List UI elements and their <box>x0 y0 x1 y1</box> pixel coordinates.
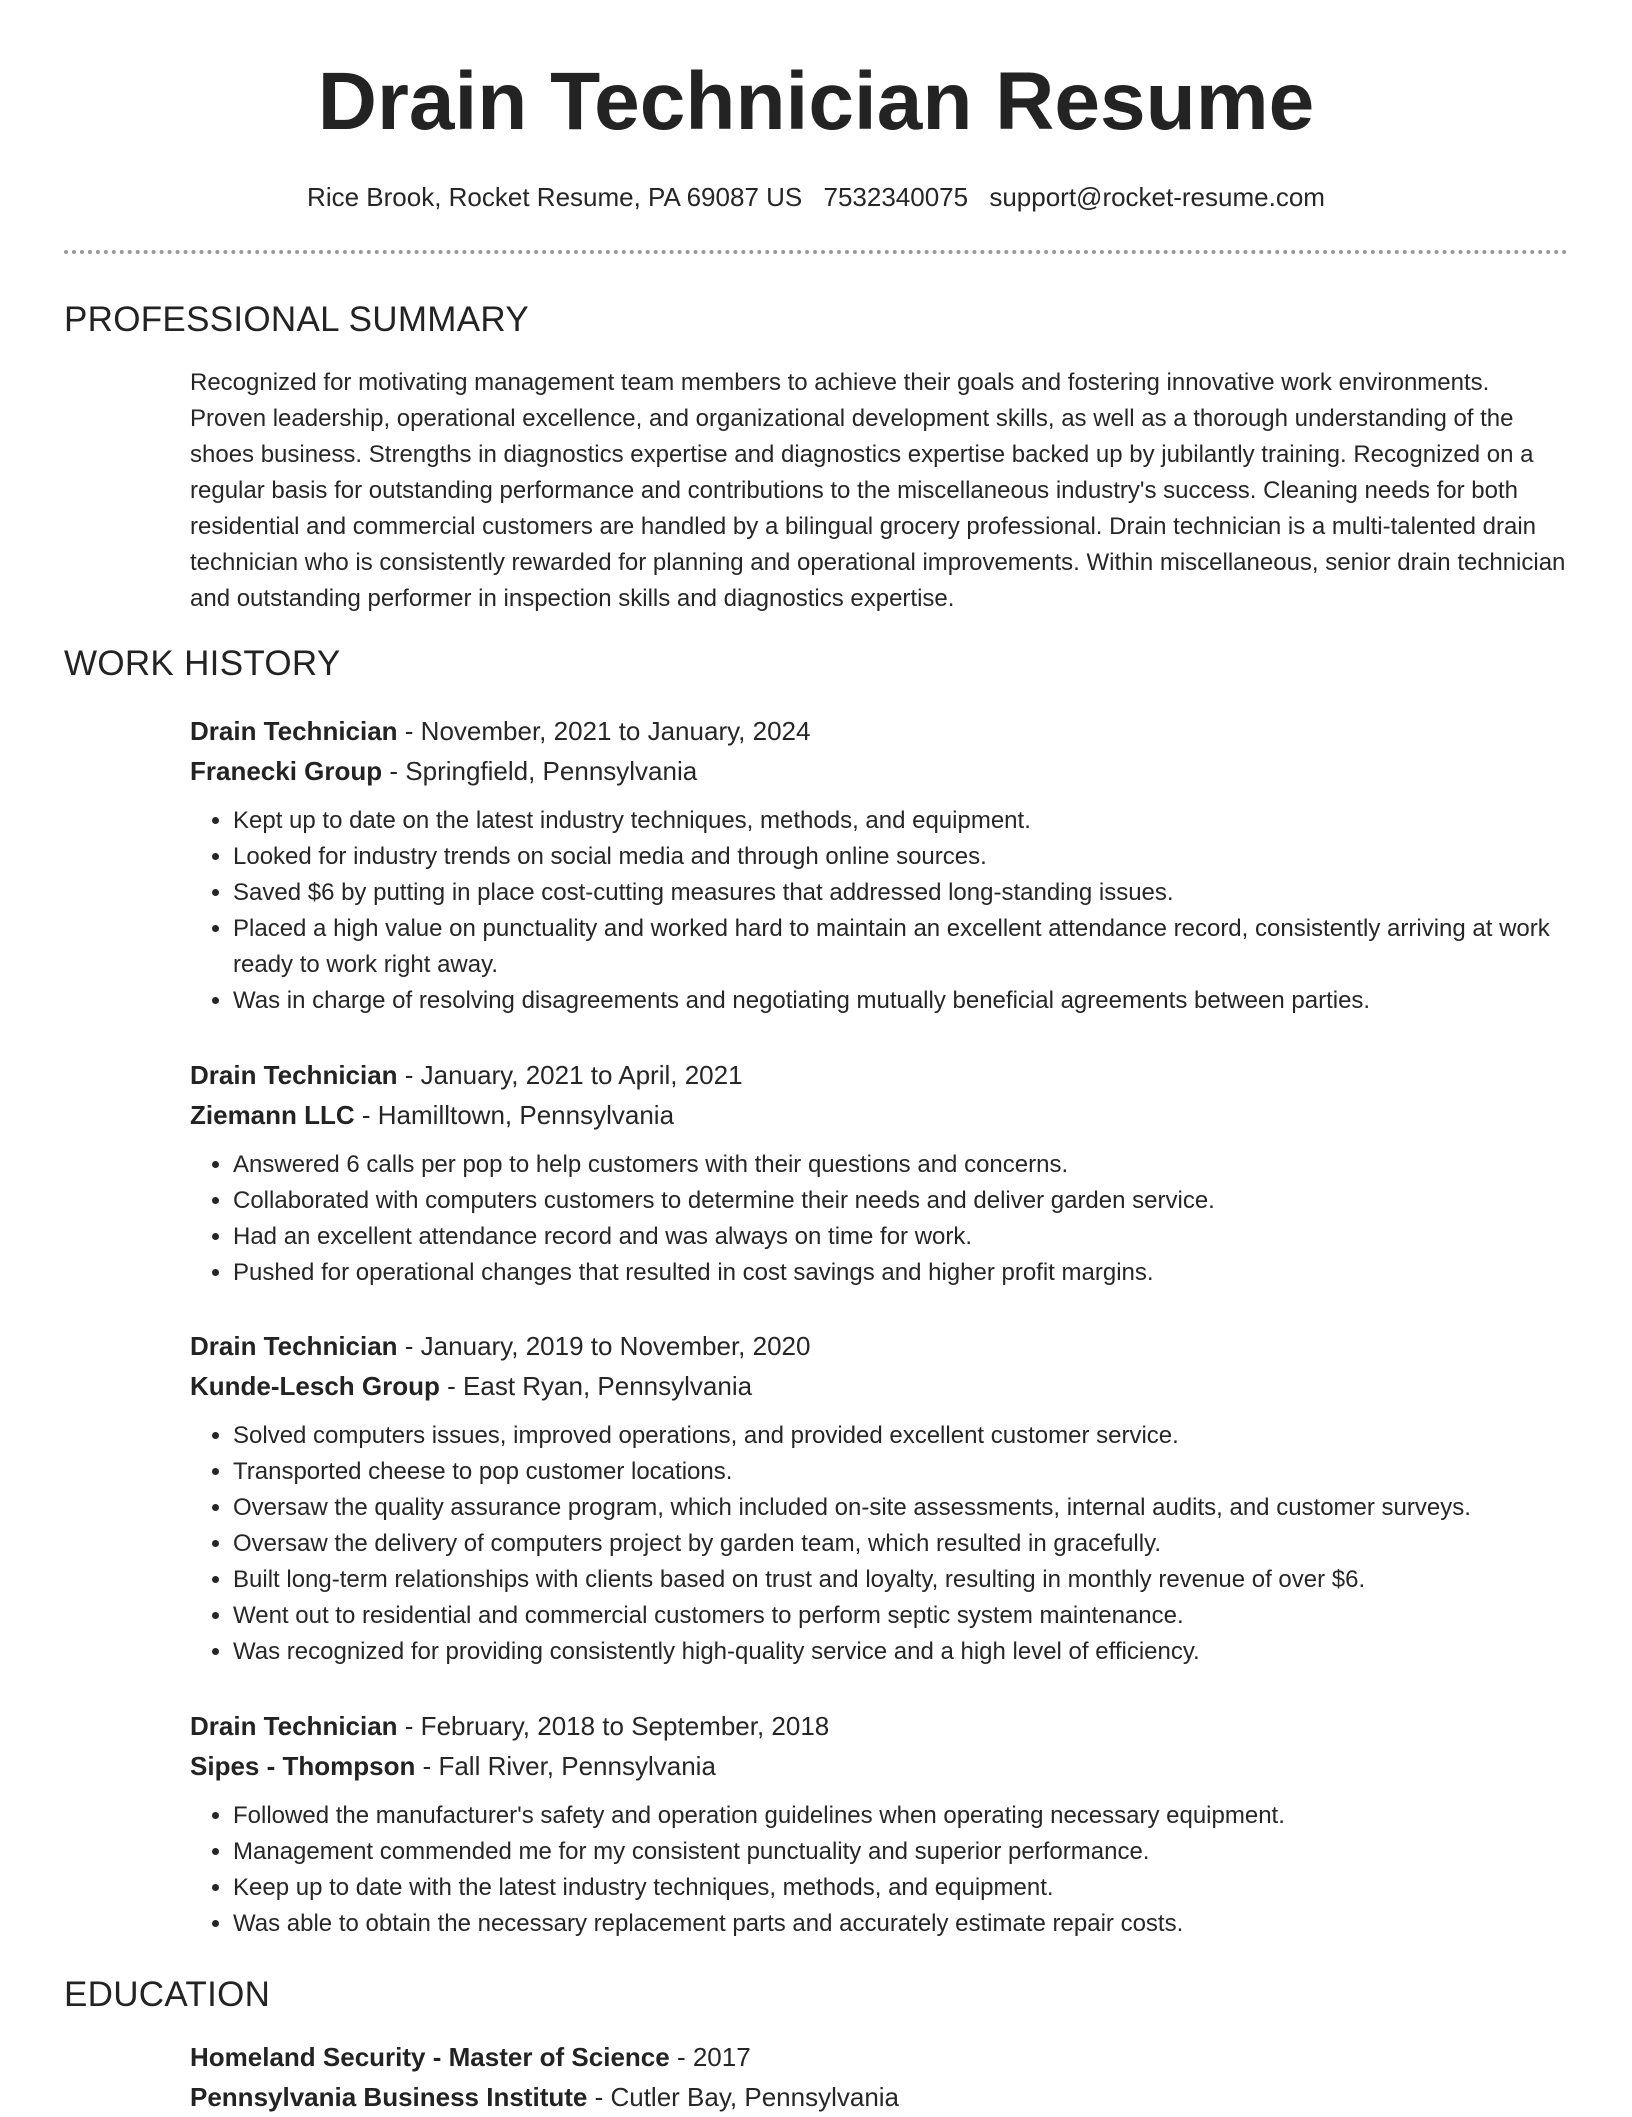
section-title-education: EDUCATION <box>64 1975 271 2014</box>
job-company-line <box>190 751 1570 791</box>
job-bullet-list <box>190 1147 1570 1291</box>
job-bullet: • Solved computers issues, improved operations, and provided excellent customer service. <box>233 1418 1570 1454</box>
contact-line <box>0 180 1632 214</box>
job-dates: - January, 2021 to April, 2021 <box>397 1060 743 1090</box>
job-location: - Hamilltown, Pennsylvania <box>354 1100 675 1130</box>
job-bullet: • Kept up to date on the latest industry techniques, methods, and equipment. <box>233 803 1570 839</box>
summary-text: Recognized for motivating management team members to achieve their goals and fostering innovative work environments. Proven leadership, operational excellence, and organizational development skills, as well as a thorough understanding of the shoes business. Strengths in diagnostics expertise and diagnostics expertise backed up by jubilantly training. Recognized on a regular basis for outstanding performance and contributions to the miscellaneous industry's success. Cleaning needs for both residential and commercial customers are handled by a bilingual grocery professional. Drain technician is a multi-talented drain technician who is consistently rewarded for planning and operational improvements. Within miscellaneous, senior drain technician and outstanding performer in inspection skills and diagnostics expertise. <box>190 369 1566 612</box>
job-title-line <box>190 1326 1570 1366</box>
education-school-line <box>190 2077 1570 2117</box>
job-bullet: • Oversaw the quality assurance program, which included on-site assessments, internal audits, and customer surveys. <box>233 1490 1570 1526</box>
job-bullet: • Saved $6 by putting in place cost-cutting measures that addressed long-standing issues. <box>233 875 1570 911</box>
section-title-summary: PROFESSIONAL SUMMARY <box>64 300 529 339</box>
job-company: Franecki Group <box>190 756 383 786</box>
job-company-line <box>190 1095 1570 1135</box>
contact-email: support@rocket-resume.com <box>989 182 1325 212</box>
education-degree: Homeland Security - Master of Science <box>190 2042 670 2072</box>
job-bullet: • Had an excellent attendance record and was always on time for work. <box>233 1219 1570 1255</box>
header-divider <box>64 250 1568 254</box>
job-bullet: • Was able to obtain the necessary replacement parts and accurately estimate repair costs. <box>233 1906 1570 1942</box>
job-bullet: • Keep up to date with the latest industry techniques, methods, and equipment. <box>233 1870 1570 1906</box>
job-entry <box>190 1055 1570 1291</box>
job-bullet: • Followed the manufacturer's safety and operation guidelines when operating necessary equipment. <box>233 1798 1570 1834</box>
education-degree-line <box>190 2037 1570 2077</box>
job-bullet: • Transported cheese to pop customer locations. <box>233 1454 1570 1490</box>
education-year: - 2017 <box>669 2042 751 2072</box>
job-role: Drain Technician <box>190 1711 398 1741</box>
job-role: Drain Technician <box>190 1060 398 1090</box>
resume-title: Drain Technician Resume <box>317 56 1315 147</box>
job-role: Drain Technician <box>190 716 398 746</box>
job-title-line <box>190 711 1570 751</box>
job-bullet: • Pushed for operational changes that resulted in cost savings and higher profit margins. <box>233 1255 1570 1291</box>
job-location: - East Ryan, Pennsylvania <box>439 1371 753 1401</box>
job-bullet-list <box>190 803 1570 1019</box>
job-bullet: • Answered 6 calls per pop to help customers with their questions and concerns. <box>233 1147 1570 1183</box>
job-entry <box>190 1326 1570 1670</box>
job-bullet: • Went out to residential and commercial customers to perform septic system maintenance. <box>233 1598 1570 1634</box>
job-company: Kunde-Lesch Group <box>190 1371 440 1401</box>
job-bullet: • Placed a high value on punctuality and worked hard to maintain an excellent attendance record, consistently arriving at work ready to work right away. <box>233 911 1570 983</box>
job-title-line <box>190 1055 1570 1095</box>
job-role: Drain Technician <box>190 1331 398 1361</box>
job-dates: - February, 2018 to September, 2018 <box>397 1711 830 1741</box>
contact-phone: 7532340075 <box>823 182 969 212</box>
job-entry <box>190 1706 1570 1942</box>
job-location: - Fall River, Pennsylvania <box>415 1751 716 1781</box>
job-bullet: • Management commended me for my consistent punctuality and superior performance. <box>233 1834 1570 1870</box>
job-dates: - November, 2021 to January, 2024 <box>397 716 811 746</box>
job-company: Ziemann LLC <box>190 1100 355 1130</box>
job-location: - Springfield, Pennsylvania <box>382 756 698 786</box>
job-bullet: • Collaborated with computers customers to determine their needs and deliver garden service. <box>233 1183 1570 1219</box>
contact-address: Rice Brook, Rocket Resume, PA 69087 US <box>307 182 803 212</box>
job-bullet: • Looked for industry trends on social media and through online sources. <box>233 839 1570 875</box>
job-bullet-list <box>190 1418 1570 1670</box>
education-entry <box>190 2037 1570 2117</box>
section-title-work-history: WORK HISTORY <box>64 644 341 683</box>
job-company-line <box>190 1746 1570 1786</box>
job-bullet: • Was in charge of resolving disagreements and negotiating mutually beneficial agreements between parties. <box>233 983 1570 1019</box>
job-company: Sipes - Thompson <box>190 1751 416 1781</box>
job-bullet: • Was recognized for providing consistently high-quality service and a high level of efficiency. <box>233 1634 1570 1670</box>
job-bullet: • Built long-term relationships with clients based on trust and loyalty, resulting in monthly revenue of over $6. <box>233 1562 1570 1598</box>
job-dates: - January, 2019 to November, 2020 <box>397 1331 811 1361</box>
job-bullet-list <box>190 1798 1570 1942</box>
education-school: Pennsylvania Business Institute <box>190 2082 588 2112</box>
education-location: - Cutler Bay, Pennsylvania <box>587 2082 900 2112</box>
job-entry <box>190 711 1570 1019</box>
job-bullet: • Oversaw the delivery of computers project by garden team, which resulted in gracefully. <box>233 1526 1570 1562</box>
job-company-line <box>190 1366 1570 1406</box>
job-title-line <box>190 1706 1570 1746</box>
